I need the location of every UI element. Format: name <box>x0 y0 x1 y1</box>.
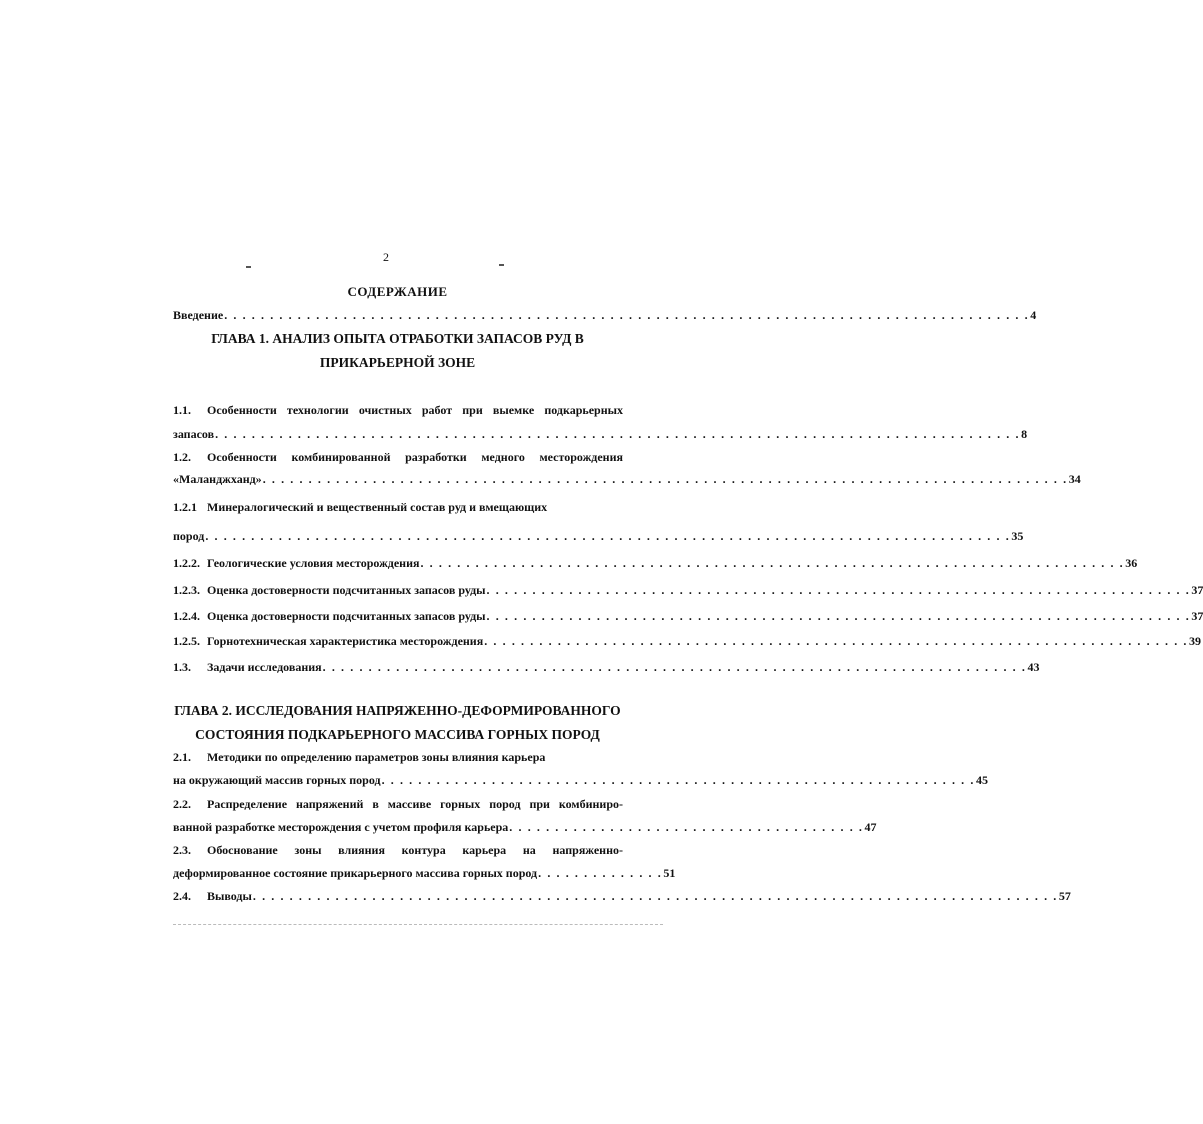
toc-entry-label: Оценка достоверности подсчитанных запасов руды <box>207 583 486 597</box>
toc-entry-page: 57 <box>1058 889 1071 903</box>
toc-entry-continuation[interactable] <box>173 820 877 835</box>
dot-leader: . . . . . . . . . . . . . . . . . . . . . . . . . . . . . . . . . . . . . . . . . . . . . . . . . . . . . . . . . . . . . . . . . . . . . . . . . . . . . . . . . . . . . . . . <box>252 889 1058 903</box>
dot-leader: . . . . . . . . . . . . . . . . . . . . . . . . . . . . . . . . . . . . . . . . . . . . . . . . . . . . . . . . . . . . . . . . . . . . . . . . . . . . . <box>420 556 1125 570</box>
toc-entry[interactable] <box>173 797 623 812</box>
toc-entry-page: 51 <box>663 866 676 880</box>
chapter-heading: СОСТОЯНИЯ ПОДКАРЬЕРНОГО МАССИВА ГОРНЫХ ПОРОД <box>195 727 600 742</box>
dot-leader: . . . . . . . . . . . . . . . . . . . . . . . . . . . . . . . . . . . . . . . . . . . . . . . . . . . . . . . . . . . . . . . . . . . . . . . . . . . . . . . . . . . . . . . . <box>262 472 1068 486</box>
toc-entry-page: 43 <box>1027 660 1040 674</box>
toc-entry-label: запасов <box>173 427 215 441</box>
toc-entry-number: 1.2.2. <box>173 556 200 570</box>
toc-entry-label: Особенности технологии очистных работ при выемке подкарьерных <box>207 403 623 417</box>
toc-entry-label: Выводы <box>207 889 252 903</box>
toc-entry-number: 2.1. <box>173 750 191 764</box>
toc-entry-label: ванной разработке месторождения с учетом профиля карьера <box>173 820 509 834</box>
toc-entry-label: Обоснование зоны влияния контура карьера на напряженно- <box>207 843 623 857</box>
toc-entry-page: 8 <box>1021 427 1028 441</box>
page-number: 2 <box>383 250 389 264</box>
scan-speck <box>499 264 504 266</box>
toc-entry-number: 1.2.5. <box>173 634 200 648</box>
toc-entry-page: 4 <box>1030 308 1037 322</box>
toc-entry-page: 35 <box>1011 529 1024 543</box>
toc-entry-label: Горнотехническая характеристика месторождения <box>207 634 484 648</box>
toc-entry[interactable] <box>173 450 623 465</box>
toc-entry-continuation[interactable] <box>173 427 1028 442</box>
toc-entry-number: 2.2. <box>173 797 191 811</box>
dot-leader: . . . . . . . . . . . . . . . . . . . . . . . . . . . . . . . . . . . . . . . . . . . . . . . . . . . . . . . . . . . . . . . . . . . . . . . . . . . . . . . . . . . . . . . . <box>224 308 1030 322</box>
toc-entry-intro[interactable] <box>173 308 1037 323</box>
toc-entry[interactable] <box>173 556 1138 571</box>
toc-entry[interactable] <box>173 609 1203 624</box>
toc-entry-number: 1.2.1 <box>173 500 197 514</box>
scan-speck <box>246 266 251 268</box>
toc-entry-label: Введение <box>173 308 224 322</box>
toc-entry-label: Геологические условия месторождения <box>207 556 420 570</box>
toc-entry-label: Задачи исследования <box>207 660 322 674</box>
dot-leader: . . . . . . . . . . . . . . . . . . . . . . . . . . . . . . . . . . . . . . . . . . . . . . . . . . . . . . . . . . . . . . . . . . . . . . . . . . . . . <box>322 660 1027 674</box>
toc-entry[interactable] <box>173 660 1040 675</box>
toc-entry-number: 1.3. <box>173 660 191 674</box>
toc-entry[interactable] <box>173 750 623 765</box>
toc-entry-page: 34 <box>1068 472 1081 486</box>
toc-entry-label: Оценка достоверности подсчитанных запасов руды <box>207 609 486 623</box>
toc-entry-continuation[interactable] <box>173 773 988 788</box>
toc-entry-number: 1.2.3. <box>173 583 200 597</box>
dot-leader: . . . . . . . . . . . . . . <box>538 866 663 880</box>
toc-title: СОДЕРЖАНИЕ <box>347 284 448 299</box>
chapter-heading: ПРИКАРЬЕРНОЙ ЗОНЕ <box>319 355 476 370</box>
toc-entry-page: 36 <box>1125 556 1138 570</box>
toc-entry[interactable] <box>173 403 623 418</box>
toc-entry[interactable] <box>173 634 1202 649</box>
toc-entry-number: 1.1. <box>173 403 191 417</box>
toc-entry-number: 1.2.4. <box>173 609 200 623</box>
toc-entry[interactable] <box>173 843 623 858</box>
toc-entry-page: 37 <box>1191 583 1203 597</box>
dot-leader: . . . . . . . . . . . . . . . . . . . . . . . . . . . . . . . . . . . . . . . . . . . . . . . . . . . . . . . . . . . . . . . . . . . . . . . . . . . . . . . . . . . . . . . . <box>205 529 1011 543</box>
toc-entry-label: Распределение напряжений в массиве горных пород при комбиниро- <box>207 797 623 811</box>
chapter-heading: ГЛАВА 1. АНАЛИЗ ОПЫТА ОТРАБОТКИ ЗАПАСОВ РУД В <box>211 331 584 346</box>
dot-leader: . . . . . . . . . . . . . . . . . . . . . . . . . . . . . . . . . . . . . . . <box>509 820 864 834</box>
dot-leader: . . . . . . . . . . . . . . . . . . . . . . . . . . . . . . . . . . . . . . . . . . . . . . . . . . . . . . . . . . . . . . . . . <box>381 773 975 787</box>
toc-entry-page: 39 <box>1189 634 1202 648</box>
dot-leader: . . . . . . . . . . . . . . . . . . . . . . . . . . . . . . . . . . . . . . . . . . . . . . . . . . . . . . . . . . . . . . . . . . . . . . . . . . . . . <box>486 609 1191 623</box>
toc-entry-number: 2.4. <box>173 889 191 903</box>
toc-entry[interactable] <box>173 889 1071 904</box>
toc-entry-continuation[interactable] <box>173 529 1024 544</box>
toc-entry-page: 47 <box>864 820 877 834</box>
dot-leader: . . . . . . . . . . . . . . . . . . . . . . . . . . . . . . . . . . . . . . . . . . . . . . . . . . . . . . . . . . . . . . . . . . . . . . . . . . . . . <box>486 583 1191 597</box>
toc-entry-label: Минералогический и вещественный состав руд и вмещающих <box>207 500 548 514</box>
toc-entry[interactable] <box>173 500 593 515</box>
dot-leader: . . . . . . . . . . . . . . . . . . . . . . . . . . . . . . . . . . . . . . . . . . . . . . . . . . . . . . . . . . . . . . . . . . . . . . . . . . . . . . . . . . . . . . . . <box>215 427 1021 441</box>
toc-entry-label: на окружающий массив горных пород <box>173 773 381 787</box>
toc-entry-page: 37 <box>1191 609 1203 623</box>
chapter-heading: ГЛАВА 2. ИССЛЕДОВАНИЯ НАПРЯЖЕННО-ДЕФОРМИРОВАННОГО <box>174 703 621 718</box>
toc-entry-page: 45 <box>975 773 988 787</box>
toc-entry-label: деформированное состояние прикарьерного массива горных пород <box>173 866 538 880</box>
toc-entry-number: 1.2. <box>173 450 191 464</box>
toc-entry-label: Особенности комбинированной разработки медного месторождения <box>207 450 623 464</box>
toc-entry-label: пород <box>173 529 205 543</box>
toc-entry-label: Методики по определению параметров зоны влияния карьера <box>207 750 546 764</box>
toc-entry-continuation[interactable] <box>173 472 1081 487</box>
dot-leader: . . . . . . . . . . . . . . . . . . . . . . . . . . . . . . . . . . . . . . . . . . . . . . . . . . . . . . . . . . . . . . . . . . . . . . . . . . . . . <box>484 634 1189 648</box>
divider <box>173 924 663 925</box>
toc-entry-label: «Маланджханд» <box>173 472 262 486</box>
toc-entry[interactable] <box>173 583 1203 598</box>
toc-entry-number: 2.3. <box>173 843 191 857</box>
toc-entry-continuation[interactable] <box>173 866 676 881</box>
